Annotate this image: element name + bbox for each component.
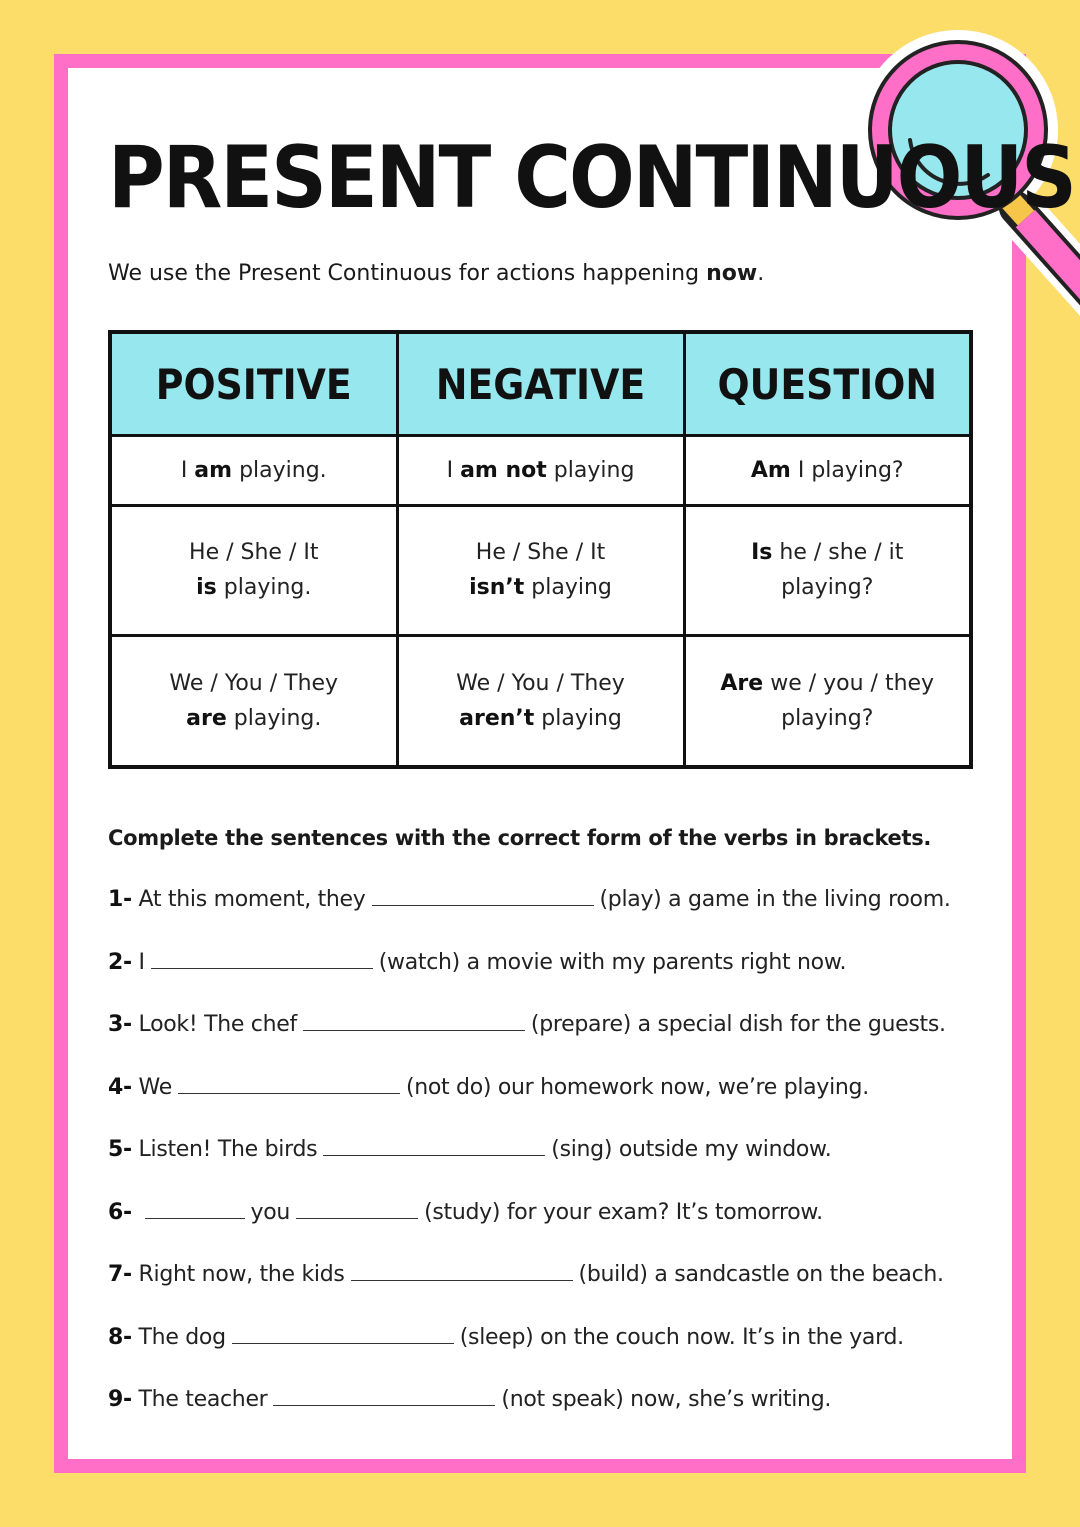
list-item: 3- Look! The chef (prepare) a special dish for the guests.: [108, 1007, 968, 1070]
list-item: 1- At this moment, they (play) a game in the living room.: [108, 882, 968, 945]
answer-blank[interactable]: [232, 1321, 454, 1344]
column-header-positive: POSITIVE: [110, 332, 397, 436]
answer-blank[interactable]: [296, 1196, 418, 1219]
exercise-instructions: Complete the sentences with the correct form of the verbs in brackets.: [108, 826, 932, 850]
table-cell: Are we / you / they playing?: [684, 636, 971, 767]
list-item: 9- The teacher (not speak) now, she’s writing.: [108, 1382, 968, 1445]
table-cell: I am not playing: [397, 436, 684, 506]
table-cell: We / You / They are playing.: [110, 636, 397, 767]
intro-body: We use the Present Continuous for actions happening: [108, 261, 707, 286]
answer-blank[interactable]: [178, 1071, 400, 1094]
answer-blank[interactable]: [145, 1196, 245, 1219]
intro-emphasis: now: [706, 261, 758, 286]
answer-blank[interactable]: [303, 1008, 525, 1031]
intro-end: .: [757, 261, 765, 286]
intro-text: [108, 258, 764, 290]
list-item: 8- The dog (sleep) on the couch now. It’s in the yard.: [108, 1320, 968, 1383]
table-cell: Am I playing?: [684, 436, 971, 506]
column-header-question: QUESTION: [684, 332, 971, 436]
answer-blank[interactable]: [273, 1383, 495, 1406]
list-item: 4- We (not do) our homework now, we’re playing.: [108, 1070, 968, 1133]
table-cell: I am playing.: [110, 436, 397, 506]
exercise-list: [108, 882, 968, 1445]
list-item: 7- Right now, the kids (build) a sandcastle on the beach.: [108, 1257, 968, 1320]
list-item: 2- I (watch) a movie with my parents right now.: [108, 945, 968, 1008]
page-title: PRESENT CONTINUOUS: [108, 128, 1075, 228]
table-row: [110, 505, 971, 636]
list-item: 6- you (study) for your exam? It’s tomorrow.: [108, 1195, 968, 1258]
grammar-table: [108, 330, 973, 769]
table-cell: He / She / It isn’t playing: [397, 505, 684, 636]
table-header-row: [110, 332, 971, 436]
table-cell: Is he / she / it playing?: [684, 505, 971, 636]
column-header-negative: NEGATIVE: [397, 332, 684, 436]
answer-blank[interactable]: [351, 1258, 573, 1281]
answer-blank[interactable]: [151, 946, 373, 969]
answer-blank[interactable]: [323, 1133, 545, 1156]
table-cell: We / You / They aren’t playing: [397, 636, 684, 767]
list-item: 5- Listen! The birds (sing) outside my window.: [108, 1132, 968, 1195]
table-row: [110, 636, 971, 767]
table-cell: He / She / It is playing.: [110, 505, 397, 636]
answer-blank[interactable]: [372, 883, 594, 906]
table-row: [110, 436, 971, 506]
